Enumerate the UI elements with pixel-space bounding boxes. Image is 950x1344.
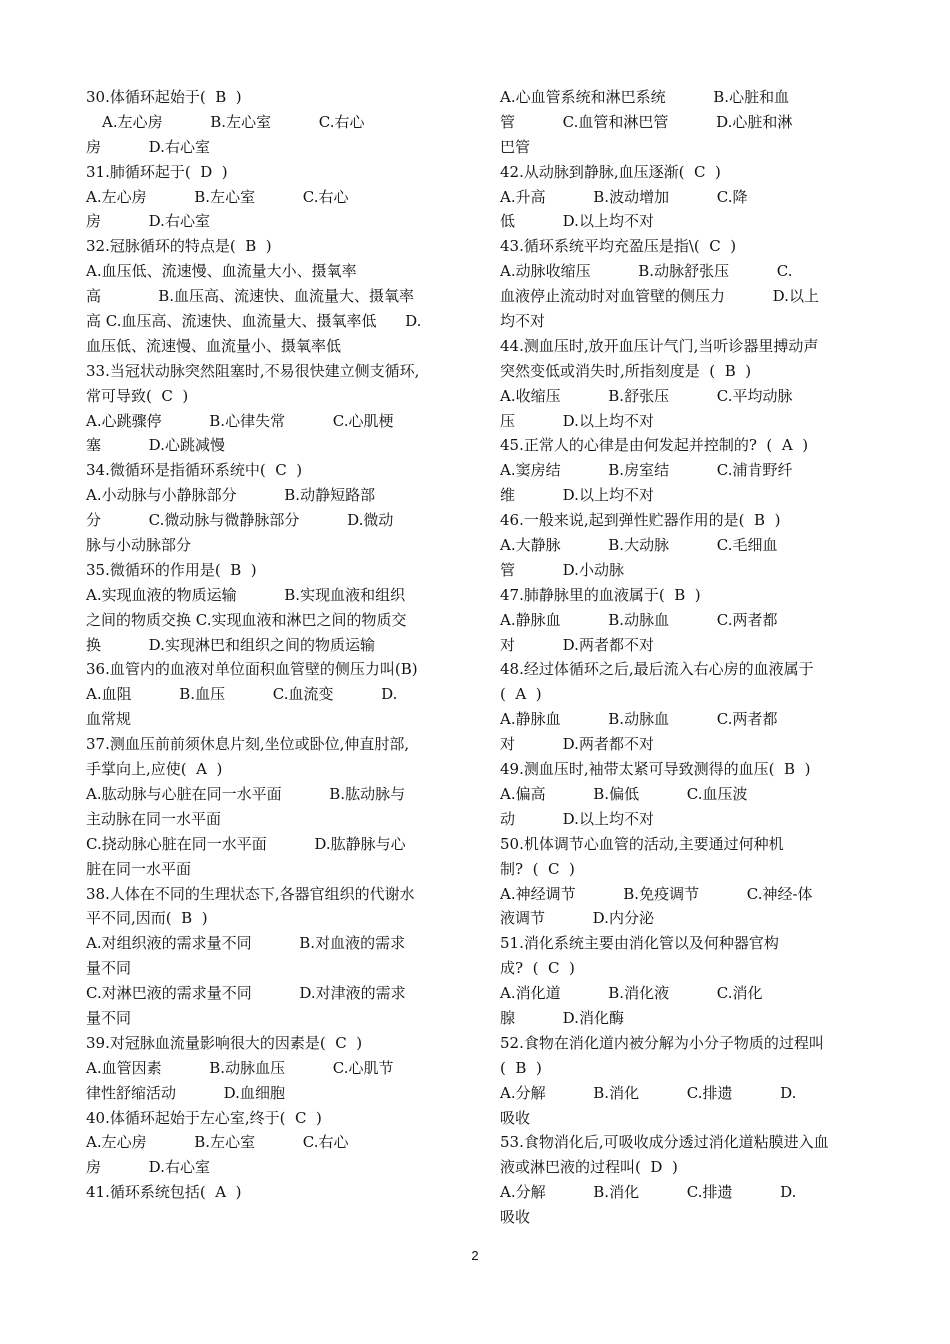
- page-number: 2: [471, 1248, 479, 1263]
- right-column-line: 49.测血压时,袖带太紧可导致测得的血压( B ): [500, 760, 811, 779]
- left-column-line: 之间的物质交换 C.实现血液和淋巴之间的物质交: [86, 610, 407, 629]
- left-column-line: 高 C.血压高、流速快、血流量大、摄氧率低 D.: [86, 312, 422, 331]
- left-column-line: A.左心房 B.左心室 C.右心: [102, 112, 365, 131]
- left-column-line: 37.测血压前前须休息片刻,坐位或卧位,伸直肘部,: [86, 735, 410, 754]
- right-column-line: 46.一般来说,起到弹性贮器作用的是( B ): [500, 511, 781, 530]
- left-column-line: A.血压低、流速慢、血流量大小、摄氧率: [86, 262, 357, 281]
- left-column-line: 律性舒缩活动 D.血细胞: [86, 1083, 285, 1102]
- left-column-line: 35.微循环的作用是( B ): [86, 560, 257, 579]
- left-column-line: A.血管因素 B.动脉血压 C.心肌节: [86, 1058, 394, 1077]
- right-column-line: 压 D.以上均不对: [500, 411, 654, 430]
- right-column-line: A.心血管系统和淋巴系统 B.心脏和血: [500, 88, 790, 106]
- right-column-line: A.动脉收缩压 B.动脉舒张压 C.: [500, 262, 793, 281]
- left-column-line: 38.人体在不同的生理状态下,各器官组织的代谢水: [86, 884, 415, 903]
- left-column-line: 量不同: [86, 959, 132, 978]
- right-column-line: 44.测血压时,放开血压计气门,当听诊器里搏动声: [500, 336, 819, 355]
- left-column-line: 32.冠脉循环的特点是( B ): [86, 237, 272, 256]
- right-column-line: 42.从动脉到静脉,血压逐渐( C ): [500, 162, 721, 181]
- right-column-line: 制? ( C ): [500, 859, 575, 878]
- left-column-line: 脉与小动脉部分: [86, 536, 192, 555]
- left-column-line: 量不同: [86, 1008, 132, 1027]
- right-column-line: 52.食物在消化道内被分解为小分子物质的过程叫: [500, 1033, 824, 1052]
- right-column-line: A.消化道 B.消化液 C.消化: [500, 984, 763, 1003]
- left-column-line: 手掌向上,应使( A ): [86, 760, 223, 779]
- left-column-line: A.对组织液的需求量不同 B.对血液的需求: [86, 934, 406, 953]
- left-column-line: A.心跳骤停 B.心律失常 C.心肌梗: [86, 411, 394, 430]
- left-column-line: 房 D.右心室: [86, 137, 210, 156]
- right-column-line: 液调节 D.内分泌: [500, 909, 654, 928]
- right-column-line: A.收缩压 B.舒张压 C.平均动脉: [500, 386, 793, 405]
- right-column-line: 动 D.以上均不对: [500, 809, 654, 828]
- left-column-line: 脏在同一水平面: [86, 859, 192, 878]
- right-column-line: A.分解 B.消化 C.排遗 D.: [500, 1083, 797, 1102]
- left-column-line: 换 D.实现淋巴和组织之间的物质运输: [86, 635, 375, 654]
- left-column-line: A.肱动脉与心脏在同一水平面 B.肱动脉与: [86, 784, 406, 803]
- left-column-line: 36.血管内的血液对单位面积血管壁的侧压力叫(B): [86, 660, 418, 679]
- left-column-line: 30.体循环起始于( B ): [86, 88, 242, 106]
- right-column-line: 成? ( C ): [500, 959, 575, 978]
- left-column-line: 常可导致( C ): [86, 386, 189, 405]
- right-column-line: 43.循环系统平均充盈压是指\( C ): [500, 237, 737, 256]
- left-column-line: 31.肺循环起于( D ): [86, 162, 228, 181]
- left-column-line: A.左心房 B.左心室 C.右心: [86, 187, 349, 206]
- left-column-line: A.左心房 B.左心室 C.右心: [86, 1133, 349, 1152]
- left-column-line: 房 D.右心室: [86, 212, 210, 231]
- left-column-line: A.小动脉与小静脉部分 B.动静短路部: [86, 486, 376, 505]
- left-column-line: 39.对冠脉血流量影响很大的因素是( C ): [86, 1033, 363, 1052]
- right-column-line: 维 D.以上均不对: [500, 486, 654, 505]
- right-column-line: A.升高 B.波动增加 C.降: [500, 187, 748, 206]
- right-column-line: 对 D.两者都不对: [500, 635, 654, 654]
- right-column-line: ( A ): [500, 685, 542, 704]
- right-column-line: A.静脉血 B.动脉血 C.两者都: [500, 710, 778, 729]
- left-column-line: 血压低、流速慢、血流量小、摄氧率低: [86, 336, 342, 355]
- right-column-line: 51.消化系统主要由消化管以及何种器官构: [500, 934, 779, 953]
- right-column-line: 45.正常人的心律是由何发起并控制的? ( A ): [500, 436, 809, 455]
- right-column-line: 吸收: [500, 1108, 531, 1127]
- right-column-line: 巴管: [500, 137, 531, 156]
- left-column-line: 34.微循环是指循环系统中( C ): [86, 461, 303, 480]
- left-column-line: 33.当冠状动脉突然阻塞时,不易很快建立侧支循环,: [86, 361, 420, 380]
- left-column-line: A.血阻 B.血压 C.血流变 D.: [86, 685, 398, 704]
- right-column-line: 管 D.小动脉: [500, 560, 624, 579]
- left-column-line: 高 B.血压高、流速快、血流量大、摄氧率: [86, 287, 415, 306]
- right-column-line: 对 D.两者都不对: [500, 735, 654, 754]
- right-column-line: 50.机体调节心血管的活动,主要通过何种机: [500, 834, 784, 853]
- right-column-line: A.大静脉 B.大动脉 C.毛细血: [500, 536, 778, 555]
- left-column-line: C.挠动脉心脏在同一水平面 D.肱静脉与心: [86, 834, 406, 853]
- right-column-line: 均不对: [500, 312, 546, 331]
- left-column-line: 血常规: [86, 710, 132, 729]
- left-column-line: A.实现血液的物质运输 B.实现血液和组织: [86, 585, 406, 604]
- right-column-line: A.静脉血 B.动脉血 C.两者都: [500, 610, 778, 629]
- left-column-line: 分 C.微动脉与微静脉部分 D.微动: [86, 511, 394, 530]
- left-column-line: 41.循环系统包括( A ): [86, 1183, 242, 1202]
- right-column-line: 47.肺静脉里的血液属于( B ): [500, 585, 701, 604]
- right-column-line: 53.食物消化后,可吸收成分透过消化道粘膜进入血: [500, 1133, 829, 1152]
- left-column-line: 房 D.右心室: [86, 1158, 210, 1177]
- right-column-line: A.偏高 B.偏低 C.血压波: [500, 784, 748, 803]
- left-column-line: C.对淋巴液的需求量不同 D.对津液的需求: [86, 984, 406, 1003]
- left-column-line: 平不同,因而( B ): [86, 909, 208, 928]
- right-column-line: 低 D.以上均不对: [500, 212, 654, 231]
- right-column-line: 液或淋巴液的过程叫( D ): [500, 1158, 678, 1177]
- right-column-line: ( B ): [500, 1058, 542, 1077]
- right-column: [500, 85, 892, 1230]
- left-column: [86, 85, 478, 1205]
- right-column-line: 血液停止流动时对血管壁的侧压力 D.以上: [500, 287, 819, 306]
- right-column-line: A.分解 B.消化 C.排遗 D.: [500, 1183, 797, 1202]
- right-column-line: 48.经过体循环之后,最后流入右心房的血液属于: [500, 660, 814, 679]
- right-column-line: A.神经调节 B.免疫调节 C.神经-体: [500, 884, 813, 903]
- left-column-line: 塞 D.心跳减慢: [86, 436, 225, 455]
- right-column-line: 管 C.血管和淋巴管 D.心脏和淋: [500, 112, 793, 131]
- left-column-line: 主动脉在同一水平面: [86, 809, 222, 828]
- right-column-line: 吸收: [500, 1208, 531, 1227]
- right-column-line: 突然变低或消失时,所指刻度是 ( B ): [500, 361, 752, 380]
- right-column-line: A.窦房结 B.房室结 C.浦肯野纤: [500, 461, 793, 480]
- left-column-line: 40.体循环起始于左心室,终于( C ): [86, 1108, 322, 1127]
- right-column-line: 腺 D.消化酶: [500, 1008, 624, 1027]
